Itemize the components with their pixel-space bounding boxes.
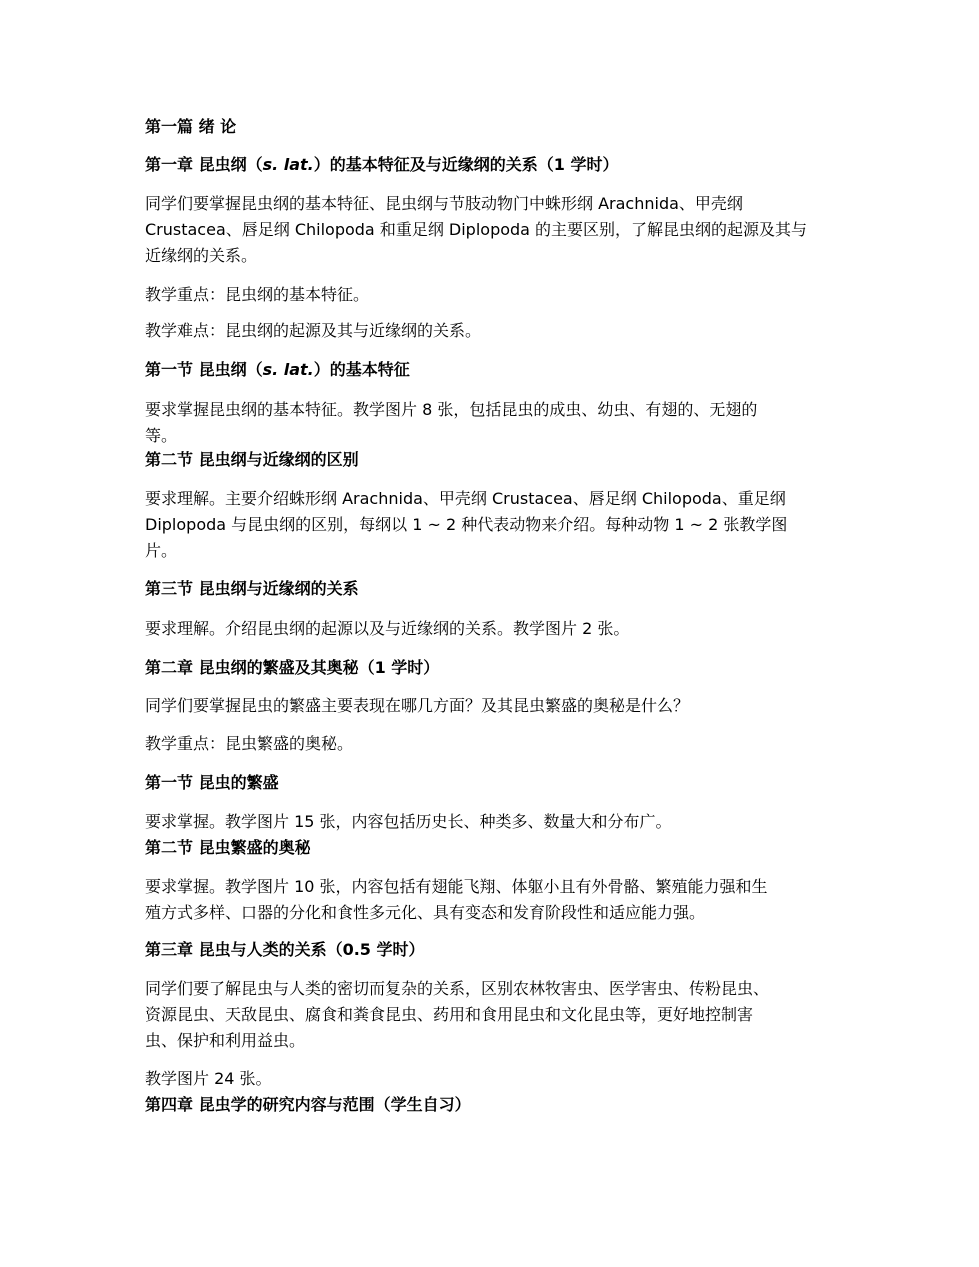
chapter-1-title: 第一章 昆虫纲（s. lat.）的基本特征及与近缘纲的关系（1 学时） (145, 155, 619, 174)
chapter-1-section-1-text: 要求掌握昆虫纲的基本特征。教学图片 8 张，包括昆虫的成虫、幼虫、有翅的、无翅的 等。 (145, 400, 758, 445)
chapter-2-intro: 同学们要掌握昆虫的繁盛主要表现在哪几方面？及其昆虫繁盛的奥秘是什么？ (145, 696, 690, 715)
chapter-1-section-2-text: 要求理解。主要介绍蛛形纲 Arachnida、甲壳纲 Crustacea、唇足纲 Chilopoda、重足纲 Diplopoda 与昆虫纲的区别，每纲以 1 ~ 2 种代表动物来介绍。每种动物 1 ~ 2 张教学图 片。 (145, 489, 788, 560)
chapter-1-section-3-text: 要求理解。介绍昆虫纲的起源以及与近缘纲的关系。教学图片 2 张。 (145, 619, 630, 638)
chapter-2-section-2-text: 要求掌握。教学图片 10 张，内容包括有翅能飞翔、体躯小且有外骨骼、繁殖能力强和生 殖方式多样、口器的分化和食性多元化、具有变态和发育阶段性和适应能力强。 (145, 877, 768, 922)
chapter-1-section-3-title: 第三节 昆虫纲与近缘纲的关系 (145, 579, 359, 598)
chapter-1-section-2-title: 第二节 昆虫纲与近缘纲的区别 (145, 450, 359, 469)
chapter-2-key-point: 教学重点：昆虫繁盛的奥秘。 (145, 734, 354, 753)
chapter-1-intro: 同学们要掌握昆虫纲的基本特征、昆虫纲与节肢动物门中蛛形纲 Arachnida、甲壳纲 Crustacea、唇足纲 Chilopoda 和重足纲 Diplopoda 的主要区别，了解昆虫纲的起源及其与 近缘纲的关系。 (145, 194, 808, 265)
chapter-1-difficult-point: 教学难点：昆虫纲的起源及其与近缘纲的关系。 (145, 321, 482, 340)
chapter-1-section-1-title: 第一节 昆虫纲（s. lat.）的基本特征 (145, 360, 410, 379)
chapter-2-section-2-title: 第二节 昆虫繁盛的奥秘 (145, 838, 311, 857)
chapter-3-intro: 同学们要了解昆虫与人类的密切而复杂的关系，区别农林牧害虫、医学害虫、传粉昆虫、 资源昆虫、天敌昆虫、腐食和粪食昆虫、药用和食用昆虫和文化昆虫等，更好地控制害 虫、保护和利用益虫。 (145, 979, 770, 1050)
chapter-1-key-point: 教学重点：昆虫纲的基本特征。 (145, 285, 370, 304)
chapter-3-title: 第三章 昆虫与人类的关系（0.5 学时） (145, 940, 425, 959)
chapter-4-title: 第四章 昆虫学的研究内容与范围（学生自习） (145, 1095, 471, 1114)
chapter-2-title: 第二章 昆虫纲的繁盛及其奥秘（1 学时） (145, 658, 440, 677)
chapter-2-section-1-title: 第一节 昆虫的繁盛 (145, 773, 279, 792)
part-title: 第一篇 绪 论 (145, 117, 237, 136)
chapter-3-pictures: 教学图片 24 张。 (145, 1069, 272, 1088)
chapter-2-section-1-text: 要求掌握。教学图片 15 张，内容包括历史长、种类多、数量大和分布广。 (145, 812, 672, 831)
